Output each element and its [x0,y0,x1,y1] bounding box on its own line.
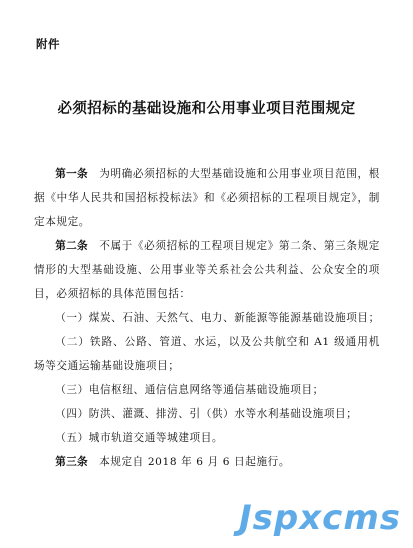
article-1-heading: 第一条 [55,168,88,180]
article-3 [34,450,380,474]
list-item: （三）电信枢纽、通信信息网络等通信基础设施项目； [55,384,324,396]
attachment-label: 附件 [36,37,60,51]
article-3-heading: 第三条 [55,456,88,468]
article-2 [34,234,380,306]
article-3-text: 本规定自 2018 年 6 月 6 日起施行。 [99,456,291,468]
document-body [34,162,380,474]
list-item: （五）城市轨道交通等城建项目。 [55,432,224,444]
list-item: （二）铁路、公路、管道、水运，以及公共航空和 A1 级通用机场等交通运输基础设施项目； [34,336,380,372]
article-1 [34,162,380,234]
document-title: 必须招标的基础设施和公用事业项目范围规定 [57,100,356,117]
watermark-logo: Jspxcms [239,498,401,538]
list-item: （一）煤炭、石油、天然气、电力、新能源等能源基础设施项目； [55,312,380,324]
article-2-heading: 第二条 [55,240,88,252]
article-1-text: 为明确必须招标的大型基础设施和公用事业项目范围，根据《中华人民共和国招标投标法》和《必须招标的工程项目规定》，制定本规定。 [34,168,380,228]
list-item: （四）防洪、灌溉、排涝、引（供）水等水利基础设施项目； [55,408,358,420]
article-2-text: 不属于《必须招标的工程项目规定》第二条、第三条规定情形的大型基础设施、公用事业等关系社会公共利益、公众安全的项目，必须招标的具体范围包括： [34,240,380,300]
